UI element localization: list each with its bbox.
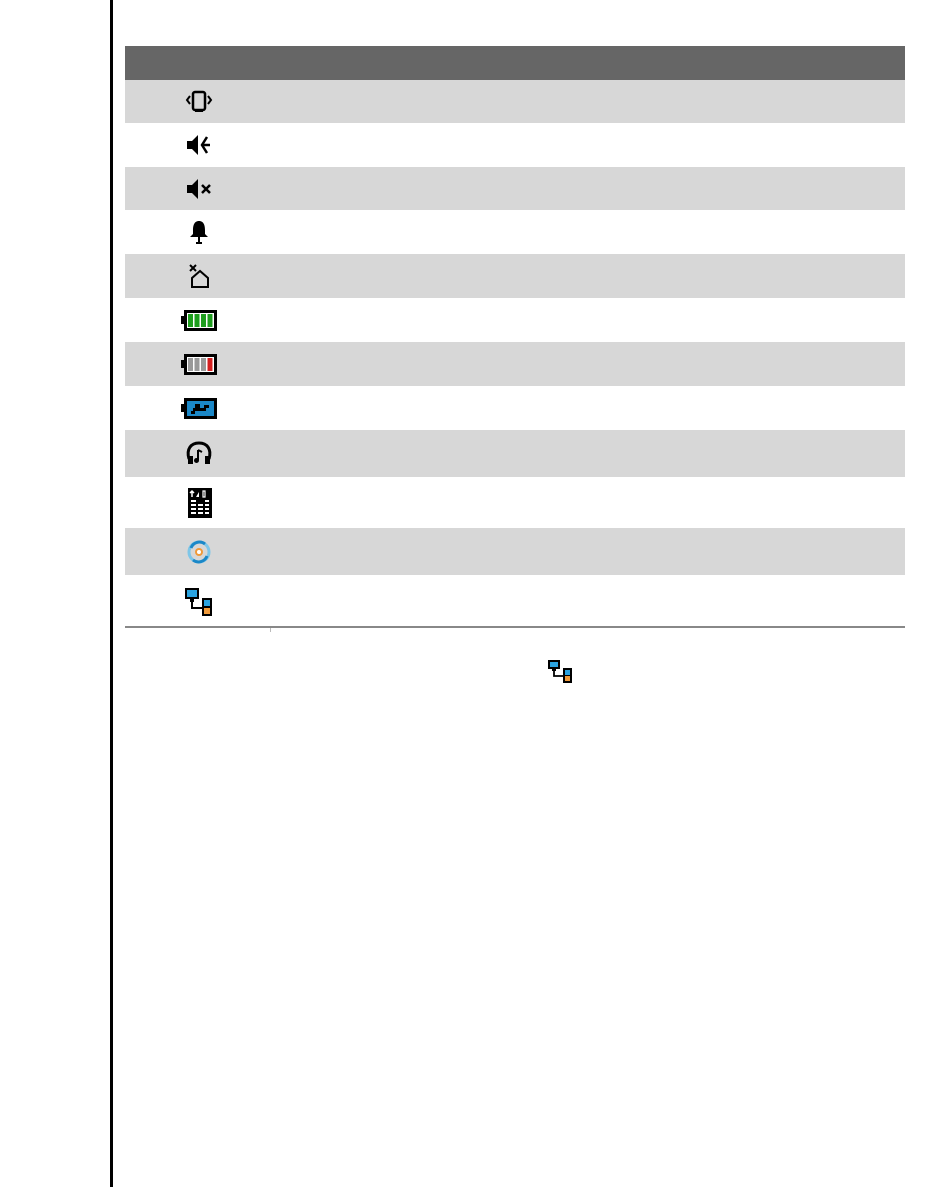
table-row [125,386,905,430]
sync-icon [125,528,273,575]
vibrate-icon [125,80,273,123]
table-row [125,477,905,528]
column-divider [270,628,271,632]
sound-off-icon [125,167,273,210]
sound-on-icon [125,123,273,167]
battery-full-icon [125,298,273,342]
table-row [125,298,905,342]
table-row [125,575,905,626]
activesync-connection-icon [546,657,576,685]
table-row [125,167,905,210]
table-row [125,210,905,254]
table-row [125,430,905,477]
table-row [125,80,905,123]
table-bottom-rule [125,626,905,628]
status-icon-table [125,46,905,628]
alarm-bell-icon [125,210,273,254]
table-row [125,528,905,575]
battery-low-icon [125,342,273,386]
margin-bar [110,0,113,1187]
table-row [125,254,905,298]
table-row [125,342,905,386]
footnote-line [546,657,576,685]
signal-strength-icon [125,477,273,528]
activesync-connection-icon [125,575,273,626]
headset-icon [125,430,273,477]
no-sim-icon [125,254,273,298]
table-row [125,123,905,167]
battery-charging-icon [125,386,273,430]
table-header [125,46,905,80]
